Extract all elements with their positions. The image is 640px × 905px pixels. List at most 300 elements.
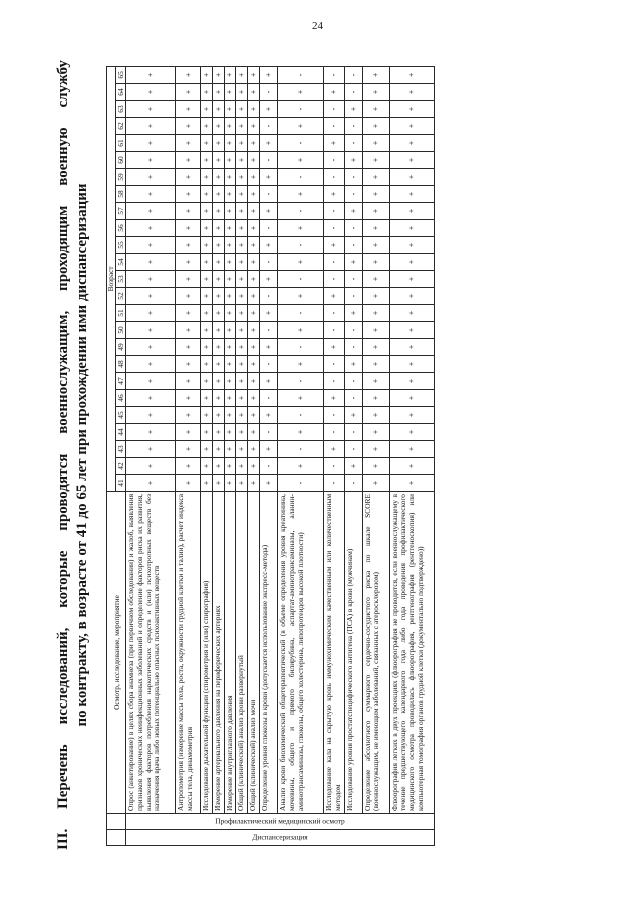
age-header-cell: 64 [116,84,126,101]
age-mark-cell: - [344,475,362,492]
age-mark-cell: + [389,118,434,135]
age-mark-cell: - [344,169,362,186]
age-mark-cell: + [201,220,213,237]
age-mark-cell: + [389,135,434,152]
age-mark-cell: - [259,186,277,203]
title-line-1 [54,60,73,850]
age-header-cell: 62 [116,118,126,135]
title-word: которые [55,550,71,608]
age-mark-cell: + [323,390,344,407]
age-mark-cell: - [323,66,344,83]
age-mark-cell: + [259,271,277,288]
age-mark-cell: + [362,339,389,356]
age-header-cell: 61 [116,135,126,152]
age-mark-cell: - [344,271,362,288]
age-mark-cell: + [212,288,224,305]
age-mark-cell: + [201,101,213,118]
age-mark-cell: + [389,84,434,101]
age-mark-cell: + [176,407,201,424]
age-mark-cell: + [224,458,236,475]
age-mark-cell: + [248,322,260,339]
age-header-cell: 58 [116,186,126,203]
age-mark-cell: + [248,84,260,101]
age-mark-cell: + [126,186,176,203]
age-mark-cell: + [201,441,213,458]
age-mark-cell: + [212,152,224,169]
age-mark-cell: + [362,186,389,203]
age-mark-cell: + [344,203,362,220]
age-mark-cell: + [236,118,248,135]
age-header-cell: 45 [116,407,126,424]
age-mark-cell: + [212,458,224,475]
age-mark-cell: + [126,322,176,339]
age-mark-cell: - [323,118,344,135]
age-mark-cell: + [212,203,224,220]
age-mark-cell: + [344,407,362,424]
age-mark-cell: + [236,135,248,152]
age-mark-cell: + [224,186,236,203]
age-mark-cell: + [236,288,248,305]
age-mark-cell: + [126,220,176,237]
age-mark-cell: + [176,66,201,83]
side-column-header-inner [107,814,126,830]
age-mark-cell: + [224,220,236,237]
age-mark-cell: - [259,322,277,339]
age-mark-cell: - [277,237,323,254]
age-mark-cell: + [248,288,260,305]
age-mark-cell: - [344,237,362,254]
age-mark-cell: + [248,458,260,475]
age-mark-cell: + [176,186,201,203]
group-label-inner [126,814,435,830]
age-mark-cell: + [176,152,201,169]
age-mark-cell: + [212,441,224,458]
age-mark-cell: - [259,254,277,271]
age-mark-cell: - [277,101,323,118]
age-mark-cell: + [344,101,362,118]
age-mark-cell: + [126,271,176,288]
age-mark-cell: + [389,373,434,390]
age-mark-cell: + [224,118,236,135]
procedure-name: Определение абсолютного суммарного сердечно-сосудистого риска по шкале SCORE (военнослужащим, не имеющим заболеваний, связанных с атеросклерозом) [362,492,389,814]
age-mark-cell: + [389,186,434,203]
age-mark-cell: + [344,356,362,373]
age-mark-cell: - [259,458,277,475]
age-mark-cell: + [176,475,201,492]
age-mark-cell: + [224,339,236,356]
age-mark-cell: + [236,271,248,288]
age-mark-cell: - [277,475,323,492]
age-mark-cell: + [259,407,277,424]
age-mark-cell: + [176,390,201,407]
age-header-cell: 63 [116,101,126,118]
age-mark-cell: + [362,66,389,83]
age-mark-cell: + [248,220,260,237]
age-mark-cell: + [176,84,201,101]
age-mark-cell: + [201,339,213,356]
age-mark-cell: - [259,288,277,305]
age-mark-cell: + [277,322,323,339]
age-mark-cell: + [362,441,389,458]
age-mark-cell: + [389,339,434,356]
age-mark-cell: + [236,441,248,458]
age-mark-cell: + [212,305,224,322]
age-mark-cell: + [362,84,389,101]
side-column-header-outer [107,830,126,846]
age-mark-cell: + [224,424,236,441]
age-mark-cell: + [277,152,323,169]
age-mark-cell: - [277,169,323,186]
age-mark-cell: - [323,203,344,220]
age-mark-cell: - [344,424,362,441]
age-mark-cell: + [201,203,213,220]
age-mark-cell: + [362,152,389,169]
age-mark-cell: + [248,407,260,424]
age-mark-cell: + [126,390,176,407]
age-mark-cell: + [224,441,236,458]
procedure-name: Общий (клинический) анализ мочи [248,492,260,814]
age-mark-cell: + [224,390,236,407]
age-mark-cell: + [323,237,344,254]
title-word: Перечень [55,744,71,809]
age-mark-cell: + [389,101,434,118]
age-mark-cell: + [236,424,248,441]
age-mark-cell: - [277,135,323,152]
age-header-cell: 44 [116,424,126,441]
age-mark-cell: + [126,339,176,356]
age-mark-cell: + [176,135,201,152]
age-mark-cell: + [389,305,434,322]
age-mark-cell: + [362,220,389,237]
age-mark-cell: + [362,254,389,271]
procedure-name: Флюорография легких в двух проекциях (флюорография не проводится, если военнослужащему в течение предшествующего календарного года либо года проведения профилактического медицинского осмотра проводилась флюорография, рентгенография (рентгеноскопия) или компьютерная томография органов грудной клетки (документально подтверждено)) [389,492,434,814]
age-mark-cell: + [248,66,260,83]
age-mark-cell: + [362,271,389,288]
age-header-cell: 50 [116,322,126,339]
age-mark-cell: + [389,458,434,475]
age-mark-cell: + [344,458,362,475]
age-mark-cell: + [277,84,323,101]
age-mark-cell: + [277,118,323,135]
age-mark-cell: + [362,322,389,339]
title-word: службу [55,60,71,108]
table-row [362,66,389,845]
age-mark-cell: + [126,475,176,492]
age-header-cell: 65 [116,66,126,83]
age-mark-cell: + [176,118,201,135]
age-mark-cell: - [259,356,277,373]
age-mark-cell: + [126,407,176,424]
age-mark-cell: + [224,101,236,118]
age-header-cell: 42 [116,458,126,475]
age-mark-cell: + [212,135,224,152]
group-label-inner-text: Профилактический медицинский осмотр [215,817,345,826]
age-mark-cell: - [277,441,323,458]
age-header-cell: 49 [116,339,126,356]
age-mark-cell: + [201,356,213,373]
age-mark-cell: + [277,356,323,373]
age-mark-cell: + [248,101,260,118]
age-mark-cell: + [126,305,176,322]
age-mark-cell: + [236,152,248,169]
age-mark-cell: + [389,152,434,169]
title-word: III. [55,828,71,850]
age-header-cell: 43 [116,441,126,458]
age-mark-cell: + [201,135,213,152]
age-mark-cell: + [236,169,248,186]
age-mark-cell: + [389,237,434,254]
age-mark-cell: + [201,373,213,390]
age-header-cell: 56 [116,220,126,237]
age-mark-cell: + [236,339,248,356]
age-mark-cell: + [248,356,260,373]
table-row [259,66,277,845]
title-word: военнослужащим, [55,310,71,434]
age-mark-cell: + [236,237,248,254]
age-mark-cell: + [224,271,236,288]
age-mark-cell: - [277,373,323,390]
age-mark-cell: + [389,356,434,373]
age-mark-cell: + [248,186,260,203]
age-mark-cell: + [224,237,236,254]
age-header-cell: 41 [116,475,126,492]
age-mark-cell: + [126,441,176,458]
age-mark-cell: + [236,84,248,101]
age-mark-cell: + [248,475,260,492]
age-mark-cell: + [362,135,389,152]
age-mark-cell: + [362,475,389,492]
age-mark-cell: + [224,356,236,373]
age-mark-cell: + [277,424,323,441]
procedure-name: Измерение артериального давления на периферических артериях [212,492,224,814]
age-header-cell: 53 [116,271,126,288]
age-mark-cell: - [344,66,362,83]
age-mark-cell: + [126,118,176,135]
age-mark-cell: + [201,475,213,492]
age-mark-cell: + [236,66,248,83]
table-row [248,66,260,845]
procedure-name: Исследование дыхательной функции (спирометрия и (или) спирография) [201,492,213,814]
age-mark-cell: + [212,169,224,186]
age-mark-cell: + [224,305,236,322]
procedure-name: Определение уровня глюкозы в крови (допускается использование экспресс-метода) [259,492,277,814]
age-mark-cell: + [236,305,248,322]
age-mark-cell: + [201,322,213,339]
age-mark-cell: + [259,373,277,390]
age-mark-cell: + [389,475,434,492]
age-mark-cell: + [212,271,224,288]
age-mark-cell: + [236,390,248,407]
age-mark-cell: + [248,441,260,458]
age-mark-cell: - [323,305,344,322]
age-mark-cell: + [248,135,260,152]
age-header-cell: 60 [116,152,126,169]
age-mark-cell: + [323,186,344,203]
age-header-cell: 55 [116,237,126,254]
age-mark-cell: + [212,66,224,83]
title-line-2: по контракту, в возрасте от 41 до 65 лет при прохождении ими диспансеризации [74,183,90,727]
age-mark-cell: - [259,220,277,237]
age-mark-cell: + [126,373,176,390]
procedure-name: Опрос (анкетирование) в целях сбора анамнеза (при первичном обследовании) и жалоб, выявления признаков хронических неинфекционных заболеваний и определение факторов риска их развития, выявления факторов потребления наркотических средств и (или) психотропных веществ без назначения врача либо новых потенциально опасных психоактивных веществ [126,492,176,814]
age-header-cell: 51 [116,305,126,322]
examinations-table [106,66,435,846]
age-mark-cell: + [248,390,260,407]
age-mark-cell: + [362,390,389,407]
table-row [201,66,213,845]
age-mark-cell: + [277,186,323,203]
age-mark-cell: + [248,118,260,135]
age-mark-cell: - [323,322,344,339]
age-mark-cell: + [259,101,277,118]
age-mark-cell: + [201,407,213,424]
age-mark-cell: + [224,203,236,220]
age-mark-cell: + [259,135,277,152]
age-mark-cell: - [323,356,344,373]
age-mark-cell: - [344,441,362,458]
age-mark-cell: + [236,101,248,118]
age-mark-cell: + [201,118,213,135]
age-mark-cell: + [259,66,277,83]
age-mark-cell: - [277,66,323,83]
age-mark-cell: + [248,237,260,254]
age-mark-cell: + [176,305,201,322]
age-mark-cell: + [248,203,260,220]
age-mark-cell: + [176,458,201,475]
age-mark-cell: + [212,356,224,373]
age-mark-cell: + [362,203,389,220]
age-mark-cell: + [176,220,201,237]
age-mark-cell: + [323,441,344,458]
age-mark-cell: + [176,288,201,305]
age-mark-cell: + [362,458,389,475]
age-mark-cell: - [259,390,277,407]
age-mark-cell: + [126,254,176,271]
age-mark-cell: + [176,271,201,288]
age-mark-cell: + [201,84,213,101]
age-mark-cell: + [126,356,176,373]
age-mark-cell: - [277,407,323,424]
age-mark-cell: + [236,458,248,475]
age-mark-cell: - [259,424,277,441]
age-mark-cell: + [389,322,434,339]
column-header-procedure: Осмотр, исследование, мероприятие [107,492,126,814]
age-mark-cell: - [323,101,344,118]
age-mark-cell: + [126,169,176,186]
age-mark-cell: + [176,424,201,441]
age-mark-cell: + [201,169,213,186]
age-mark-cell: + [176,322,201,339]
age-mark-cell: - [344,118,362,135]
procedure-name: Измерение внутриглазного давления [224,492,236,814]
age-mark-cell: + [201,186,213,203]
age-mark-cell: - [344,390,362,407]
age-mark-cell: + [176,373,201,390]
age-mark-cell: + [212,407,224,424]
group-label-outer-text: Диспансеризация [252,833,308,842]
age-mark-cell: + [389,169,434,186]
age-mark-cell: - [323,424,344,441]
age-mark-cell: + [201,66,213,83]
age-mark-cell: + [176,356,201,373]
age-mark-cell: - [323,373,344,390]
age-mark-cell: - [277,339,323,356]
age-mark-cell: + [259,305,277,322]
age-mark-cell: + [236,373,248,390]
rotated-page-body [54,60,559,850]
age-mark-cell: + [323,288,344,305]
age-mark-cell: + [236,186,248,203]
header-row [107,66,116,845]
age-mark-cell: + [248,271,260,288]
age-mark-cell: + [277,220,323,237]
age-mark-cell: + [126,152,176,169]
age-mark-cell: - [323,407,344,424]
age-mark-cell: + [224,373,236,390]
age-mark-cell: + [277,254,323,271]
age-mark-cell: + [323,339,344,356]
age-mark-cell: + [212,118,224,135]
age-mark-cell: + [201,424,213,441]
age-mark-cell: - [277,271,323,288]
age-mark-cell: + [224,475,236,492]
age-mark-cell: + [212,101,224,118]
age-mark-cell: + [362,237,389,254]
age-mark-cell: + [212,424,224,441]
age-mark-cell: + [212,254,224,271]
age-mark-cell: + [126,288,176,305]
age-mark-cell: + [236,254,248,271]
age-mark-cell: + [248,373,260,390]
age-mark-cell: + [224,152,236,169]
table-row [224,66,236,845]
age-mark-cell: + [176,237,201,254]
age-mark-cell: + [389,203,434,220]
procedure-name: Общий (клинический) анализ крови развернутый [236,492,248,814]
age-mark-cell: + [362,169,389,186]
age-mark-cell: - [344,220,362,237]
age-mark-cell: + [224,322,236,339]
age-mark-cell: + [201,237,213,254]
age-mark-cell: + [126,66,176,83]
age-mark-cell: + [224,288,236,305]
age-mark-cell: + [212,373,224,390]
age-mark-cell: + [236,356,248,373]
age-mark-cell: - [323,169,344,186]
age-header-cell: 47 [116,373,126,390]
age-mark-cell: - [323,152,344,169]
age-header-cell: 46 [116,390,126,407]
age-mark-cell: + [212,237,224,254]
age-mark-cell: - [344,135,362,152]
age-mark-cell: + [126,135,176,152]
age-mark-cell: + [362,356,389,373]
age-mark-cell: + [259,237,277,254]
age-mark-cell: + [362,288,389,305]
age-mark-cell: + [248,152,260,169]
age-mark-cell: + [126,203,176,220]
age-mark-cell: + [201,458,213,475]
age-mark-cell: + [126,101,176,118]
table-row [126,66,176,845]
table-row [212,66,224,845]
page-number: 24 [312,20,323,32]
age-mark-cell: + [224,254,236,271]
age-mark-cell: - [344,186,362,203]
age-mark-cell: + [259,339,277,356]
age-mark-cell: - [259,152,277,169]
age-header-cell: 59 [116,169,126,186]
